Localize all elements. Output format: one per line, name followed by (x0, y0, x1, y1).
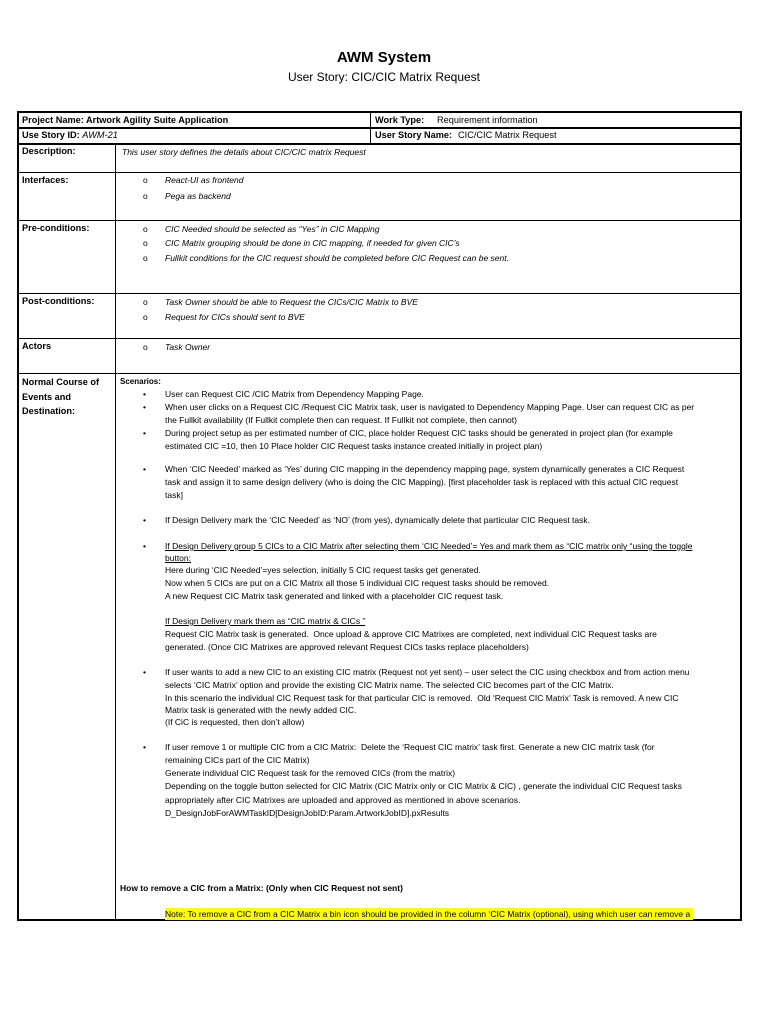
scenario-bullet: • (143, 464, 146, 474)
scenario-line: Request CIC Matrix task is generated. Once upload & approve CIC Matrixes are completed, next individual CIC Request tasks are (165, 629, 657, 639)
scenario-line: selects ‘CIC Matrix’ option and provide the existing CIC Matrix name. The selected CIC becomes part of the CIC Matrix. (165, 680, 614, 690)
list-bullet: o (143, 342, 148, 352)
precondition-item: Fullkit conditions for the CIC request should be completed before CIC Request can be sent. (165, 253, 509, 263)
project-name-label: Project Name: (22, 115, 84, 125)
table-border-row (17, 373, 741, 374)
table-border-left (17, 111, 19, 921)
normal-course-label: Destination: (22, 406, 76, 416)
precondition-item: CIC Needed should be selected as “Yes” in CIC Mapping (165, 224, 380, 234)
scenario-line: If Design Delivery mark them as “CIC matrix & CICs ” (165, 616, 366, 626)
remove-cic-note: Note: To remove a CIC from a CIC Matrix a bin icon should be provided in the column ‘CIC Matrix (optional), using which user can remove a (165, 908, 693, 920)
scenario-bullet: • (143, 515, 146, 525)
table-border-row (17, 338, 741, 339)
scenario-bullet: • (143, 389, 146, 399)
interface-item: Pega as backend (165, 191, 231, 201)
scenario-bullet: • (143, 402, 146, 412)
scenario-line: If user wants to add a new CIC to an existing CIC matrix (Request not yet sent) – user select the CIC using checkbox and from action menu (165, 667, 690, 677)
scenario-line: task] (165, 490, 183, 500)
scenario-line: Now when 5 CICs are put on a CIC Matrix all those 5 individual CIC request tasks should be removed. (165, 578, 550, 588)
scenario-line: During project setup as per estimated number of CIC, place holder Request CIC tasks should be generated in project plan (for example (165, 428, 673, 438)
scenario-line: In this scenario the individual CIC Request task for that particular CIC is removed. Old ‘Request CIC Matrix’ Task is removed. A new CIC (165, 693, 679, 703)
scenario-line: Generate individual CIC Request task for the removed CICs (from the matrix) (165, 768, 456, 778)
scenario-line: button: (165, 553, 191, 563)
document-title: AWM System (336, 49, 432, 66)
scenario-line: remaining CICs part of the CIC Matrix) (165, 755, 310, 765)
story-id-label: Use Story ID: (22, 130, 80, 140)
work-type-value: Requirement information (437, 115, 538, 125)
table-border-label-column (115, 143, 116, 920)
scenario-line: User can Request CIC /CIC Matrix from Dependency Mapping Page. (165, 389, 424, 399)
preconditions-label: Pre-conditions: (22, 223, 90, 233)
list-bullet: o (143, 191, 148, 201)
table-border-row (17, 293, 741, 294)
project-name-value: Artwork Agility Suite Application (86, 115, 229, 125)
scenario-line: Matrix task is generated with the newly added CIC. (165, 705, 357, 715)
remove-cic-heading: How to remove a CIC from a Matrix: (Only when CIC Request not sent) (120, 883, 403, 893)
table-border-header-divider (370, 111, 371, 144)
scenario-line: A new Request CIC Matrix task generated and linked with a placeholder CIC request task. (165, 591, 504, 601)
table-border-top (17, 111, 741, 113)
scenario-bullet: • (143, 428, 146, 438)
story-id (22, 129, 118, 141)
table-border-row (17, 220, 741, 221)
story-name-value: CIC/CIC Matrix Request (458, 130, 557, 140)
list-bullet: o (143, 297, 148, 307)
work-type-label: Work Type: (375, 115, 425, 125)
list-bullet: o (143, 238, 148, 248)
postconditions-label: Post-conditions: (22, 296, 95, 306)
normal-course-label: Events and (22, 392, 72, 402)
postcondition-item: Request for CICs should sent to BVE (165, 312, 305, 322)
scenario-line: Here during ‘CIC Needed’=yes selection, initially 5 CIC request tasks get generated. (165, 565, 481, 575)
description-label: Description: (22, 146, 76, 156)
scenario-line: Depending on the toggle button selected for CIC Matrix (CIC Matrix only or CIC Matrix & CIC) , generate the individual CIC Request tasks (165, 781, 682, 791)
document-subtitle: User Story: CIC/CIC Matrix Request (287, 70, 481, 84)
postcondition-item: Task Owner should be able to Request the CICs/CIC Matrix to BVE (165, 297, 418, 307)
scenario-line: If user remove 1 or multiple CIC from a CIC Matrix: Delete the ‘Request CIC matrix’ task first. Generate a new CIC matrix task (for (165, 742, 655, 752)
story-name-label: User Story Name: (375, 130, 453, 140)
scenario-line: the Fullkit availability (If Fullkit complete then can request. If Fullkit not complete, then cannot) (165, 415, 517, 425)
scenario-line: When ‘CIC Needed’ marked as ‘Yes’ during CIC mapping in the dependency mapping page, system dynamically generates a CIC Request (165, 464, 685, 474)
scenario-line: generated. (Once CIC Matrixes are approved relevant Request CICs tasks replace placeholders) (165, 642, 529, 652)
scenarios-label: Scenarios: (120, 377, 161, 386)
scenario-line: D_DesignJobForAWMTaskID[DesignJobID:Param.ArtworkJobID].pxResults (165, 808, 450, 818)
list-bullet: o (143, 312, 148, 322)
scenario-bullet: • (143, 667, 146, 677)
scenario-line: When user clicks on a Request CIC /Request CIC Matrix task, user is navigated to Dependency Mapping Page. User can request CIC as per (165, 402, 695, 412)
scenario-line: appropriately after CIC Matrixes are uploaded and approved as mentioned in above scenarios. (165, 795, 521, 805)
interfaces-label: Interfaces: (22, 175, 69, 185)
scenario-line: estimated CIC =10, then 10 Place holder CIC Request tasks instance created initially in project plan) (165, 441, 543, 451)
scenario-line: (If CiC is requested, then don’t allow) (165, 717, 305, 727)
list-bullet: o (143, 175, 148, 185)
precondition-item: CIC Matrix grouping should be done in CIC mapping, if needed for given CIC’s (165, 238, 460, 248)
description-text: This user story defines the details about CIC/CIC matrix Request (122, 147, 366, 157)
table-border-row (17, 172, 741, 173)
interface-item: React-UI as frontend (165, 175, 244, 185)
normal-course-label: Normal Course of (22, 377, 100, 387)
list-bullet: o (143, 253, 148, 263)
list-bullet: o (143, 224, 148, 234)
actors-label: Actors (22, 341, 52, 351)
scenario-bullet: • (143, 742, 146, 752)
scenario-line: task and assign it to same design delivery (who is doing the CIC Mapping). [first placeholder task is replaced with this actual CIC request (165, 477, 679, 487)
story-id-value: AWM-21 (82, 130, 118, 140)
table-border-row (17, 143, 741, 145)
project-name (22, 114, 228, 126)
actor-item: Task Owner (165, 342, 211, 352)
table-border-right (740, 111, 742, 921)
scenario-line: If Design Delivery mark the ‘CIC Needed’ as ‘NO’ (from yes), dynamically delete that particular CIC Request task. (165, 515, 590, 525)
scenario-bullet: • (143, 541, 146, 551)
scenario-line: If Design Delivery group 5 CICs to a CIC Matrix after selecting them ‘CIC Needed’= Yes and mark them as “CIC matrix only “using the toggle (165, 541, 693, 551)
